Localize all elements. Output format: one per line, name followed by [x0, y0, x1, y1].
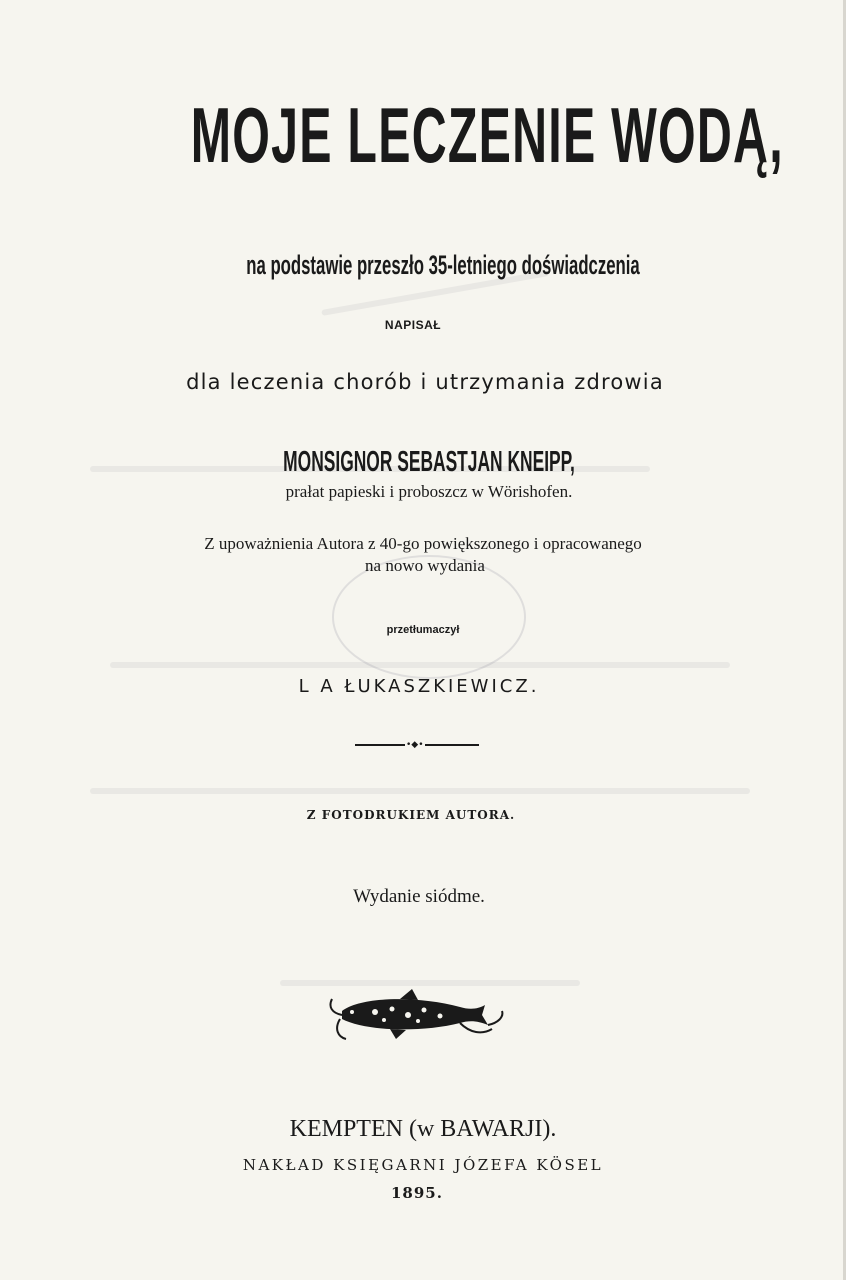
- translated-label: przetłumaczył: [386, 624, 460, 636]
- fish-ornament-icon: [320, 985, 510, 1045]
- imprint-place: KEMPTEN (w BAWARJI).: [289, 1116, 557, 1142]
- bleed-through-mark: [90, 788, 750, 794]
- imprint-year: 1895.: [391, 1184, 443, 1202]
- edition-note: Wydanie siódme.: [353, 886, 485, 907]
- divider-ornament-icon: •◆•: [406, 740, 424, 750]
- permission-line-1: Z upoważnienia Autora z 40-go powiększonego i opracowanego: [204, 534, 642, 553]
- purpose-line: dla leczenia chorób i utrzymania zdrowia: [186, 370, 664, 394]
- imprint-publisher: NAKŁAD KSIĘGARNI JÓZEFA KÖSEL: [242, 1156, 604, 1174]
- book-subtitle: na podstawie przeszło 35-letniego doświadczenia: [246, 250, 640, 280]
- book-title: MOJE LECZENIE WODĄ,: [190, 91, 784, 179]
- translator-name: L A ŁUKASZKIEWICZ.: [298, 676, 540, 697]
- author-role: prałat papieski i proboszcz w Wörishofen.: [285, 482, 573, 501]
- photo-note: Z FOTODRUKIEM AUTORA.: [306, 808, 516, 822]
- permission-line-2: na nowo wydania: [365, 556, 485, 575]
- author-name: MONSIGNOR SEBASTJAN KNEIPP,: [283, 446, 575, 478]
- byline-label: NAPISAŁ: [384, 318, 442, 332]
